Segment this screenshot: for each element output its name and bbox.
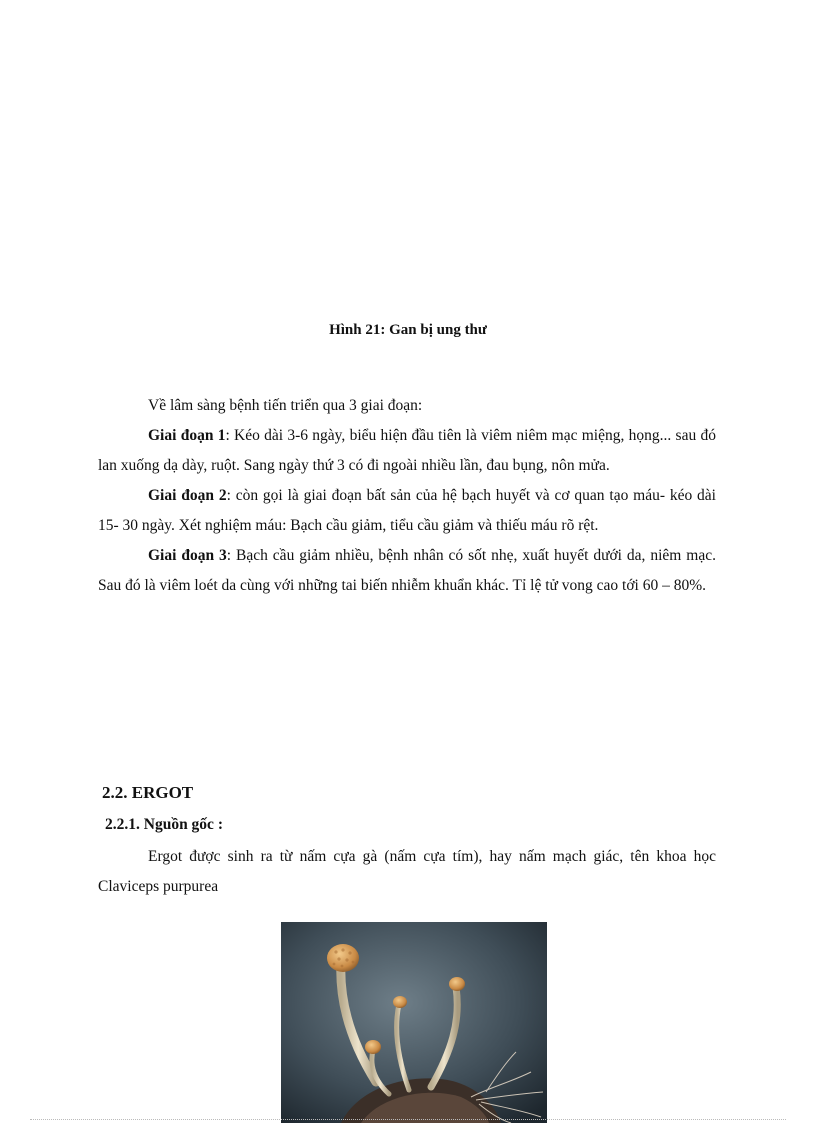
ergot-description <box>98 842 716 902</box>
ergot-paragraph: Ergot được sinh ra từ nấm cựa gà (nấm cựa tím), hay nấm mạch giác, tên khoa học Claviceps purpurea <box>98 848 716 895</box>
subsection-heading: 2.2.1. Nguồn gốc : <box>105 816 223 833</box>
clinical-stages-text <box>98 391 716 601</box>
page-bottom-rule <box>30 1119 786 1120</box>
stage-3-paragraph <box>98 541 716 601</box>
stage-1-paragraph <box>98 421 716 481</box>
figure-caption: Hình 21: Gan bị ung thư <box>329 322 487 338</box>
stage-1-text: : Kéo dài 3-6 ngày, biểu hiện đầu tiên là viêm niêm mạc miệng, họng... sau đó lan xuống dạ dày, ruột. Sang ngày thứ 3 có đi ngoài nhiều lần, đau bụng, nôn mửa. <box>98 427 716 474</box>
section-heading: 2.2. ERGOT <box>102 783 194 802</box>
stage-3-label: Giai đoạn 3 <box>148 547 227 564</box>
stage-2-label: Giai đoạn 2 <box>148 487 227 504</box>
ergot-fungus-photo <box>281 922 547 1123</box>
ergot-fungus-illustration <box>281 922 547 1123</box>
stage-1-label: Giai đoạn 1 <box>148 427 226 444</box>
stages-intro: Về lâm sàng bệnh tiến triển qua 3 giai đoạn: <box>148 397 423 414</box>
stage-3-text: : Bạch cầu giảm nhiều, bệnh nhân có sốt nhẹ, xuất huyết dưới da, niêm mạc. Sau đó là viêm loét da cùng với những tai biến nhiễm khuẩn khác. Tỉ lệ tử vong cao tới 60 – 80%. <box>98 547 716 594</box>
stage-2-text: : còn gọi là giai đoạn bất sản của hệ bạch huyết và cơ quan tạo máu- kéo dài 15- 30 ngày. Xét nghiệm máu: Bạch cầu giảm, tiểu cầu giảm và thiếu máu rõ rệt. <box>98 487 716 534</box>
stage-2-paragraph <box>98 481 716 541</box>
